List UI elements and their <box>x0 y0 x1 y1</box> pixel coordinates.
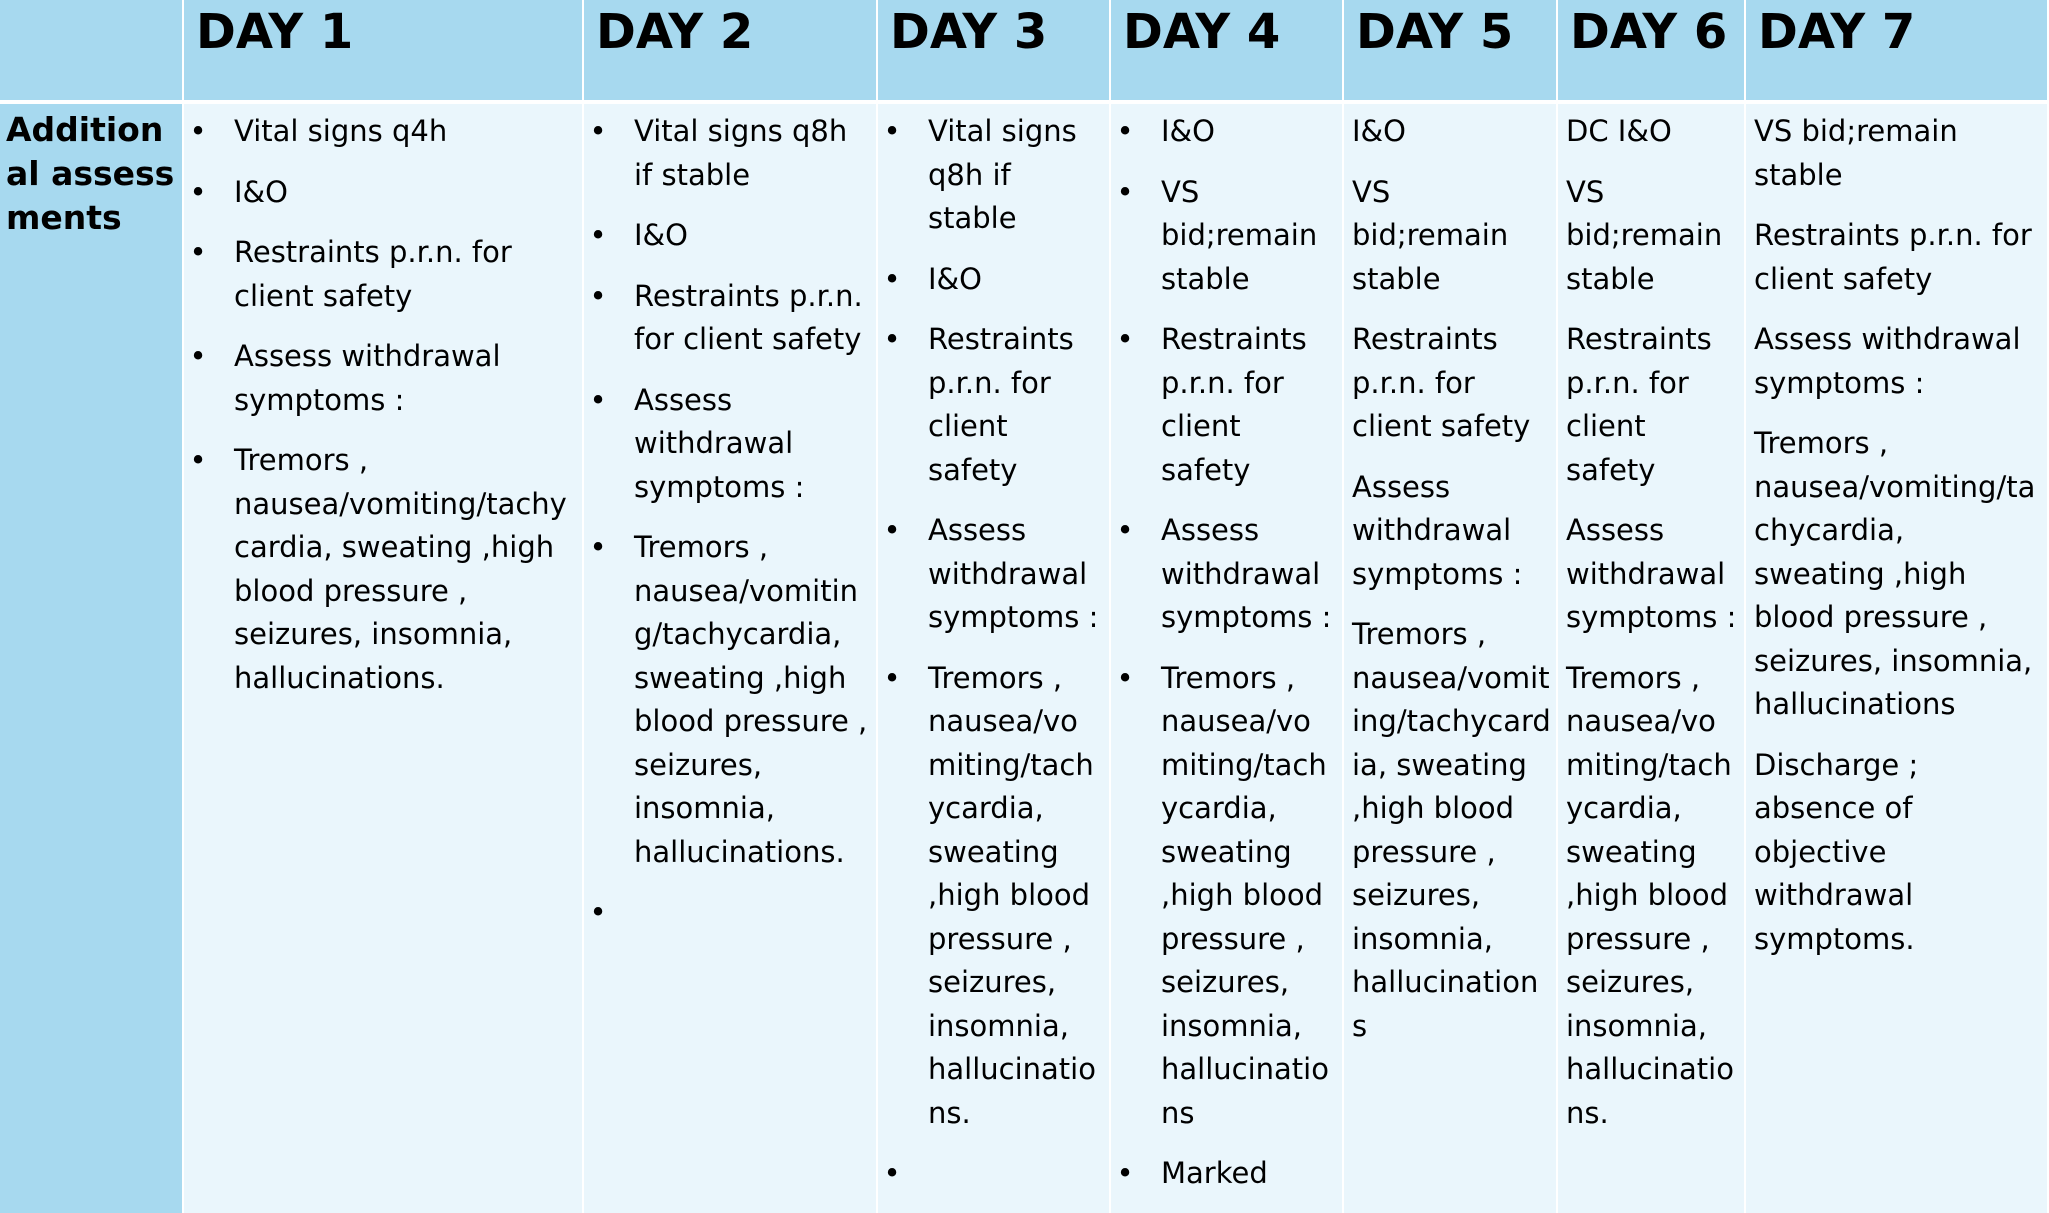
assessment-item-text: Tremors , nausea/vomiting/tachycardia, sweating ,high blood pressure , seizures, insomnia, hallucinations. <box>1566 660 1734 1130</box>
assessment-item-text: Assess withdrawal symptoms : <box>234 339 501 417</box>
assessment-item-text: Vital signs q4h <box>234 114 448 148</box>
day-5-cell <box>1343 102 1557 1213</box>
assessment-item-text: Restraints p.r.n. for client safety <box>1161 322 1307 487</box>
assessment-item <box>184 439 582 700</box>
bullet-icon: • <box>189 235 207 269</box>
assessment-item <box>184 110 582 154</box>
assessment-item-text: VS bid;remain stable <box>1161 174 1318 296</box>
assessment-item-text: DC I&O <box>1566 114 1672 148</box>
assessment-item <box>584 891 876 935</box>
assessment-item-text: Assess withdrawal symptoms : <box>1161 513 1332 634</box>
assessment-item <box>1111 657 1342 1136</box>
assessment-item <box>1746 110 2047 197</box>
day-1-list <box>184 110 582 700</box>
assessment-item <box>584 379 876 510</box>
day-5-list <box>1344 110 1556 1048</box>
header-corner-cell <box>0 0 183 102</box>
bullet-icon: • <box>883 513 901 547</box>
assessment-item <box>1746 318 2047 405</box>
bullet-icon: • <box>589 218 607 252</box>
header-day-6: DAY 6 <box>1557 0 1745 102</box>
assessment-item-text: Tremors , nausea/vomiting/tachycardia, sweating ,high blood pressure , seizures, insomnia, hallucinations <box>1754 426 2036 721</box>
assessment-item <box>584 214 876 258</box>
assessment-item <box>1558 318 1744 492</box>
row-label-cell <box>0 102 183 1213</box>
header-day-5: DAY 5 <box>1343 0 1557 102</box>
assessment-item <box>1746 422 2047 727</box>
bullet-icon: • <box>883 322 901 356</box>
assessment-item <box>584 110 876 197</box>
assessment-item <box>584 526 876 874</box>
assessment-item <box>184 171 582 215</box>
day-4-list <box>1111 110 1342 1196</box>
assessment-item <box>1344 613 1556 1048</box>
assessment-item <box>878 509 1109 640</box>
day-3-cell <box>877 102 1110 1213</box>
assessment-item-text: VS bid;remain stable <box>1566 174 1723 296</box>
assessment-item-text: Restraints p.r.n. for client safety <box>1754 218 2032 296</box>
header-day-1: DAY 1 <box>183 0 583 102</box>
day-6-cell <box>1557 102 1745 1213</box>
bullet-icon: • <box>589 382 607 417</box>
bullet-icon: • <box>589 895 607 929</box>
bullet-icon: • <box>1116 1156 1134 1190</box>
assessment-item <box>1344 171 1556 302</box>
assessment-item-text: I&O <box>1352 114 1406 148</box>
bullet-icon: • <box>1116 322 1134 356</box>
header-day-4: DAY 4 <box>1110 0 1343 102</box>
bullet-icon: • <box>589 530 607 564</box>
assessment-item-text: Vital signs q8h if stable <box>928 114 1077 235</box>
assessment-item <box>1344 466 1556 597</box>
assessment-item-text: I&O <box>634 218 688 252</box>
assessment-item-text: Tremors , nausea/vomiting/tachycardia, sweating ,high blood pressure , seizures, insomnia, hallucinations. <box>234 443 567 695</box>
assessment-item <box>584 275 876 362</box>
day-2-list <box>584 110 876 935</box>
day-6-list <box>1558 110 1744 1135</box>
assessment-item <box>878 258 1109 302</box>
bullet-icon: • <box>883 1156 901 1190</box>
assessment-item-text: Restraints p.r.n. for client safety <box>1566 322 1712 487</box>
bullet-icon: • <box>883 114 901 148</box>
day-2-cell <box>583 102 877 1213</box>
assessment-item-text: Vital signs q8h if stable <box>634 114 848 192</box>
assessment-item-text: Restraints p.r.n. for client safety <box>1352 322 1531 443</box>
assessment-item-text: Assess withdrawal symptoms : <box>1352 469 1523 591</box>
assessment-item-text: I&O <box>234 174 288 209</box>
header-row <box>0 0 2048 102</box>
header-day-3: DAY 3 <box>877 0 1110 102</box>
assessment-item-text: VS bid;remain stable <box>1754 114 1958 192</box>
assessment-item-text: Marked <box>1161 1156 1268 1190</box>
assessment-item-text: Tremors , nausea/vomiting/tachycardia, sweating ,high blood pressure , seizures, insomnia, hallucinations <box>1161 660 1329 1130</box>
assessment-item <box>184 335 582 422</box>
header-day-2: DAY 2 <box>583 0 877 102</box>
assessment-item-text: Discharge ; absence of objective withdrawal symptoms. <box>1754 747 1919 956</box>
assessment-item <box>1746 744 2047 962</box>
bullet-icon: • <box>1116 513 1134 547</box>
assessment-item-text: Tremors , nausea/vomiting/tachycardia, sweating ,high blood pressure , seizures, insomnia, hallucinations. <box>928 660 1096 1130</box>
bullet-icon: • <box>189 339 207 373</box>
assessment-item <box>1111 318 1342 492</box>
day-7-cell <box>1745 102 2048 1213</box>
assessment-item <box>878 1152 1109 1196</box>
assessment-item <box>1558 110 1744 154</box>
assessment-item-text: Assess withdrawal symptoms : <box>1566 513 1737 634</box>
assessment-item <box>878 657 1109 1136</box>
bullet-icon: • <box>1116 114 1134 148</box>
bullet-icon: • <box>189 114 207 148</box>
bullet-icon: • <box>1116 174 1134 209</box>
assessment-item <box>1111 1152 1342 1196</box>
assessment-item <box>1111 171 1342 302</box>
bullet-icon: • <box>1116 660 1134 695</box>
day-1-cell <box>183 102 583 1213</box>
day-7-list <box>1746 110 2047 961</box>
assessment-item-text: Tremors , nausea/vomiting/tachycardia, sweating ,high blood pressure , seizures, insomnia, hallucinations <box>1352 617 1551 1043</box>
assessment-item <box>1111 110 1342 154</box>
assessment-item-text: Assess withdrawal symptoms : <box>928 513 1099 634</box>
assessment-item <box>1344 110 1556 154</box>
assessment-item-text: Assess withdrawal symptoms : <box>634 382 805 504</box>
assessment-item-text: Restraints p.r.n. for client safety <box>234 235 512 313</box>
assessment-item <box>878 110 1109 241</box>
bullet-icon: • <box>189 174 207 209</box>
assessment-item <box>184 231 582 318</box>
assessment-item <box>1746 214 2047 301</box>
bullet-icon: • <box>883 261 901 296</box>
assessment-item <box>878 318 1109 492</box>
header-day-7: DAY 7 <box>1745 0 2048 102</box>
assessment-item-text: VS bid;remain stable <box>1352 174 1509 296</box>
assessment-item-text: I&O <box>1161 114 1215 148</box>
assessment-item <box>1558 171 1744 302</box>
bullet-icon: • <box>189 443 207 477</box>
assessment-item <box>1558 509 1744 640</box>
assessment-item-text: I&O <box>928 261 982 296</box>
day-4-cell <box>1110 102 1343 1213</box>
assessment-item <box>1111 509 1342 640</box>
assessment-item <box>1558 657 1744 1136</box>
assessment-row <box>0 102 2048 1213</box>
assessment-item-text: Assess withdrawal symptoms : <box>1754 322 2021 400</box>
bullet-icon: • <box>589 278 607 313</box>
day-3-list <box>878 110 1109 1196</box>
bullet-icon: • <box>883 660 901 695</box>
row-label: Additional assessments <box>6 110 175 237</box>
assessment-item <box>1344 318 1556 449</box>
assessment-item-text: Restraints p.r.n. for client safety <box>928 322 1074 487</box>
bullet-icon: • <box>589 114 607 148</box>
assessment-item-text: Tremors , nausea/vomiting/tachycardia, sweating ,high blood pressure , seizures, insomnia, hallucinations. <box>634 530 868 869</box>
assessment-item-text: Restraints p.r.n. for client safety <box>634 278 863 356</box>
